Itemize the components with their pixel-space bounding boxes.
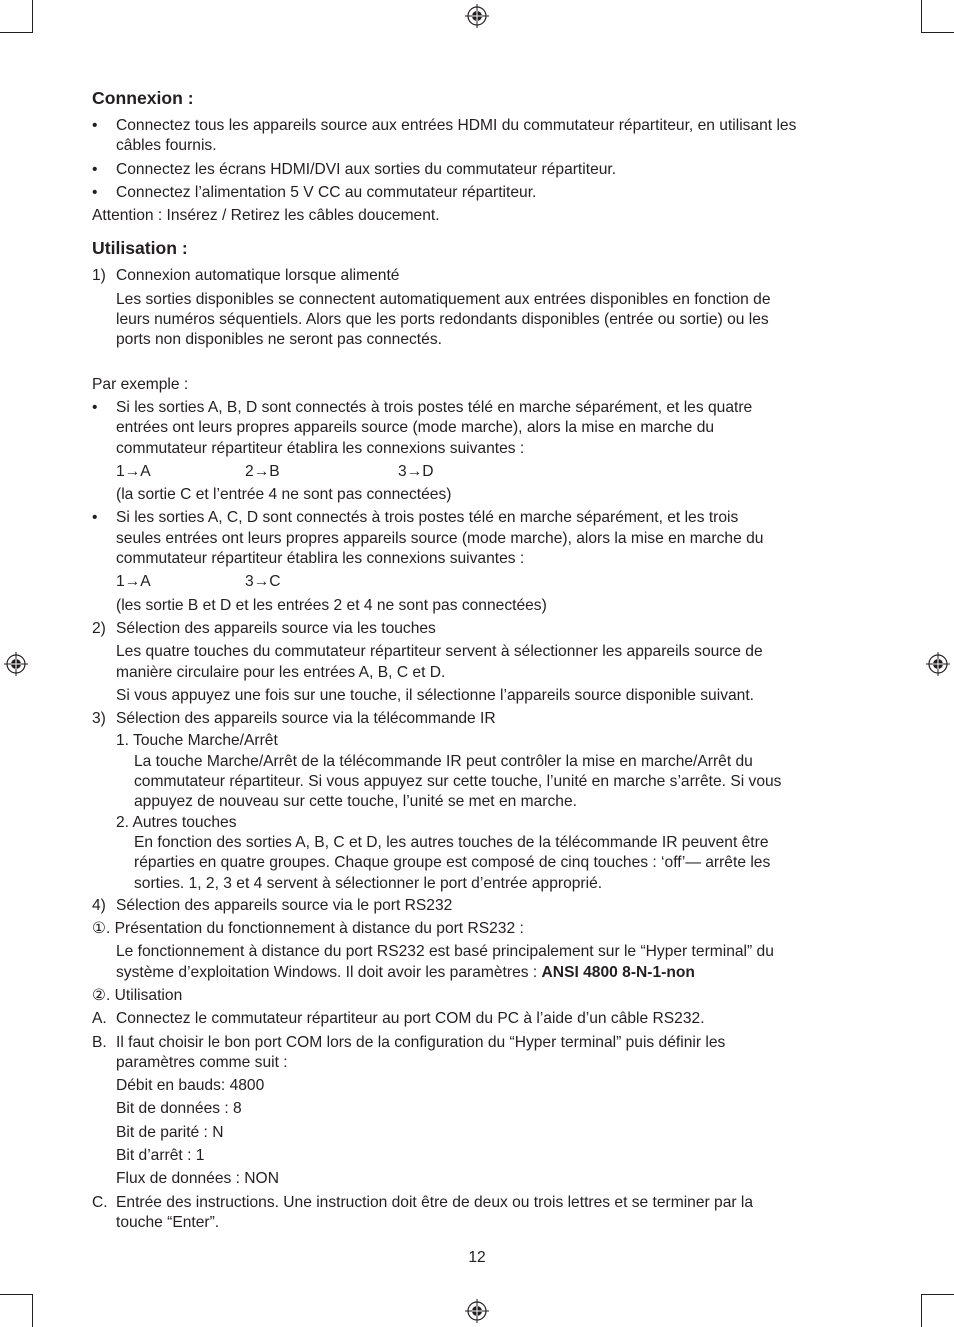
text-line: Connectez tous les appareils source aux entrées HDMI du commutateur répartiteur, en utilisant les bbox=[116, 117, 797, 134]
item-title: Sélection des appareils source via les touches bbox=[116, 619, 436, 637]
bullet-mark: • bbox=[92, 183, 98, 201]
sub-item-title: 2. Autres touches bbox=[116, 813, 237, 831]
text-span: système d’exploitation Windows. Il doit avoir les paramètres : bbox=[116, 963, 542, 981]
connection-mapping bbox=[116, 572, 862, 592]
crop-mark-bottom-right bbox=[921, 1294, 954, 1295]
crop-mark-bottom-right bbox=[921, 1294, 922, 1327]
text-line: En fonction des sorties A, B, C et D, les autres touches de la télécommande IR peuvent être bbox=[134, 833, 769, 851]
param-line: Bit de parité : N bbox=[116, 1123, 224, 1141]
text-line: appuyez de nouveau sur cette touche, l’unité se met en marche. bbox=[134, 793, 577, 811]
item-title: Connexion automatique lorsque alimenté bbox=[116, 267, 400, 285]
text-line: La touche Marche/Arrêt de la télécommande IR peut contrôler la mise en marche/Arrêt du bbox=[134, 752, 753, 770]
section-heading-utilisation: Utilisation : bbox=[92, 238, 188, 259]
param-line: Flux de données : NON bbox=[116, 1170, 279, 1188]
step-label: A. bbox=[92, 1010, 107, 1028]
crop-mark-top-right bbox=[921, 0, 922, 33]
text-line: touche “Enter”. bbox=[116, 1213, 220, 1231]
page-number: 12 bbox=[468, 1249, 486, 1266]
step-label: B. bbox=[92, 1033, 107, 1051]
step-item bbox=[92, 1193, 862, 1234]
crop-mark-bottom-left bbox=[0, 1294, 33, 1295]
text-line: Connectez les écrans HDMI/DVI aux sorties du commutateur répartiteur. bbox=[116, 160, 617, 178]
param-line: Débit en bauds: 4800 bbox=[116, 1077, 265, 1095]
text-line: commutateur répartiteur. Si vous appuyez sur cette touche, l’unité en marche s’arrête. Si vous bbox=[134, 773, 782, 791]
item-number: 3) bbox=[92, 710, 106, 728]
param-line: Bit d’arrêt : 1 bbox=[116, 1147, 205, 1165]
bullet-mark: • bbox=[92, 509, 98, 527]
crop-mark-top-right bbox=[921, 32, 954, 33]
bullet-mark: • bbox=[92, 160, 98, 178]
mapping-item: 3→C bbox=[245, 573, 281, 591]
text-line: Si les sorties A, C, D sont connectés à trois postes télé en marche séparément, et les trois bbox=[116, 509, 739, 527]
step-item bbox=[92, 1009, 862, 1029]
sub-heading: ②. Utilisation bbox=[92, 986, 183, 1004]
text-line: manière circulaire pour les entrées A, B, C et D. bbox=[116, 663, 446, 681]
text-line bbox=[116, 963, 862, 983]
rs232-parameters: ANSI 4800 8-N-1-non bbox=[541, 963, 695, 981]
sub-item-title: 1. Touche Marche/Arrêt bbox=[116, 732, 278, 750]
page-content bbox=[92, 86, 862, 1233]
bullet-item bbox=[92, 183, 862, 203]
mapping-note: (la sortie C et l’entrée 4 ne sont pas connectées) bbox=[116, 486, 452, 504]
example-label: Par exemple : bbox=[92, 375, 189, 393]
connection-mapping bbox=[116, 462, 862, 482]
sub-heading: ①. Présentation du fonctionnement à distance du port RS232 : bbox=[92, 920, 524, 938]
text-line: Les quatre touches du commutateur répartiteur servent à sélectionner les appareils source de bbox=[116, 643, 763, 661]
mapping-item: 3→D bbox=[398, 462, 434, 480]
registration-mark-icon bbox=[4, 652, 28, 676]
text-line: leurs numéros séquentiels. Alors que les ports redondants disponibles (entrée ou sortie) ou les bbox=[116, 311, 769, 329]
text-line: ports non disponibles ne seront pas connectés. bbox=[116, 331, 442, 349]
bullet-item bbox=[92, 116, 862, 157]
registration-mark-icon bbox=[465, 1299, 489, 1323]
text-line: réparties en quatre groupes. Chaque groupe est composé de cinq touches : ‘off’— arrête les bbox=[134, 854, 771, 872]
mapping-item: 1→A bbox=[116, 573, 151, 591]
bullet-mark: • bbox=[92, 117, 98, 134]
bullet-mark: • bbox=[92, 398, 98, 416]
numbered-item bbox=[92, 896, 862, 916]
text-line: câbles fournis. bbox=[116, 137, 217, 155]
mapping-item: 2→B bbox=[245, 462, 280, 480]
text-line: Entrée des instructions. Une instruction doit être de deux ou trois lettres et se terminer par la bbox=[116, 1193, 754, 1211]
step-item bbox=[92, 1033, 862, 1190]
item-number: 2) bbox=[92, 619, 106, 637]
bullet-item bbox=[92, 508, 862, 615]
text-line: Connectez le commutateur répartiteur au port COM du PC à l’aide d’un câble RS232. bbox=[116, 1010, 705, 1028]
section-heading-connexion: Connexion : bbox=[92, 88, 194, 108]
item-number: 1) bbox=[92, 267, 106, 285]
bullet-item bbox=[92, 160, 862, 180]
registration-mark-icon bbox=[465, 4, 489, 28]
text-line: Connectez l’alimentation 5 V CC au commutateur répartiteur. bbox=[116, 183, 537, 201]
paragraph bbox=[92, 942, 862, 983]
text-line: entrées ont leurs propres appareils source (mode marche), alors la mise en marche du bbox=[116, 419, 715, 437]
crop-mark-bottom-left bbox=[32, 1294, 33, 1327]
text-line: Si vous appuyez une fois sur une touche, il sélectionne l’appareils source disponible suivant. bbox=[116, 686, 754, 704]
crop-mark-top-left bbox=[0, 32, 33, 33]
param-line: Bit de données : 8 bbox=[116, 1100, 242, 1118]
text-line: commutateur répartiteur établira les connexions suivantes : bbox=[116, 439, 525, 457]
item-number: 4) bbox=[92, 896, 106, 914]
text-line: Si les sorties A, B, D sont connectés à trois postes télé en marche séparément, et les quatre bbox=[116, 398, 753, 416]
text-line: paramètres comme suit : bbox=[116, 1053, 288, 1071]
text-line: Il faut choisir le bon port COM lors de la configuration du “Hyper terminal” puis définir les bbox=[116, 1033, 726, 1051]
bullet-item bbox=[92, 398, 862, 505]
numbered-item bbox=[92, 619, 862, 706]
mapping-item: 1→A bbox=[116, 462, 151, 480]
text-line: seules entrées ont leurs propres appareils source (mode marche), alors la mise en marche du bbox=[116, 529, 764, 547]
item-title: Sélection des appareils source via la télécommande IR bbox=[116, 710, 496, 728]
attention-note: Attention : Insérez / Retirez les câbles doucement. bbox=[92, 207, 440, 225]
text-line: Le fonctionnement à distance du port RS232 est basé principalement sur le “Hyper terminal” du bbox=[116, 943, 774, 961]
registration-mark-icon bbox=[926, 652, 950, 676]
crop-mark-top-left bbox=[32, 0, 33, 33]
mapping-note: (les sortie B et D et les entrées 2 et 4 ne sont pas connectées) bbox=[116, 596, 547, 614]
numbered-item bbox=[92, 709, 862, 894]
text-line: commutateur répartiteur établira les connexions suivantes : bbox=[116, 550, 525, 568]
numbered-item bbox=[92, 266, 862, 350]
item-title: Sélection des appareils source via le port RS232 bbox=[116, 896, 453, 914]
text-line: Les sorties disponibles se connectent automatiquement aux entrées disponibles en fonction de bbox=[116, 290, 771, 308]
text-line: sorties. 1, 2, 3 et 4 servent à sélectionner le port d’entrée approprié. bbox=[134, 874, 603, 892]
step-label: C. bbox=[92, 1193, 108, 1211]
